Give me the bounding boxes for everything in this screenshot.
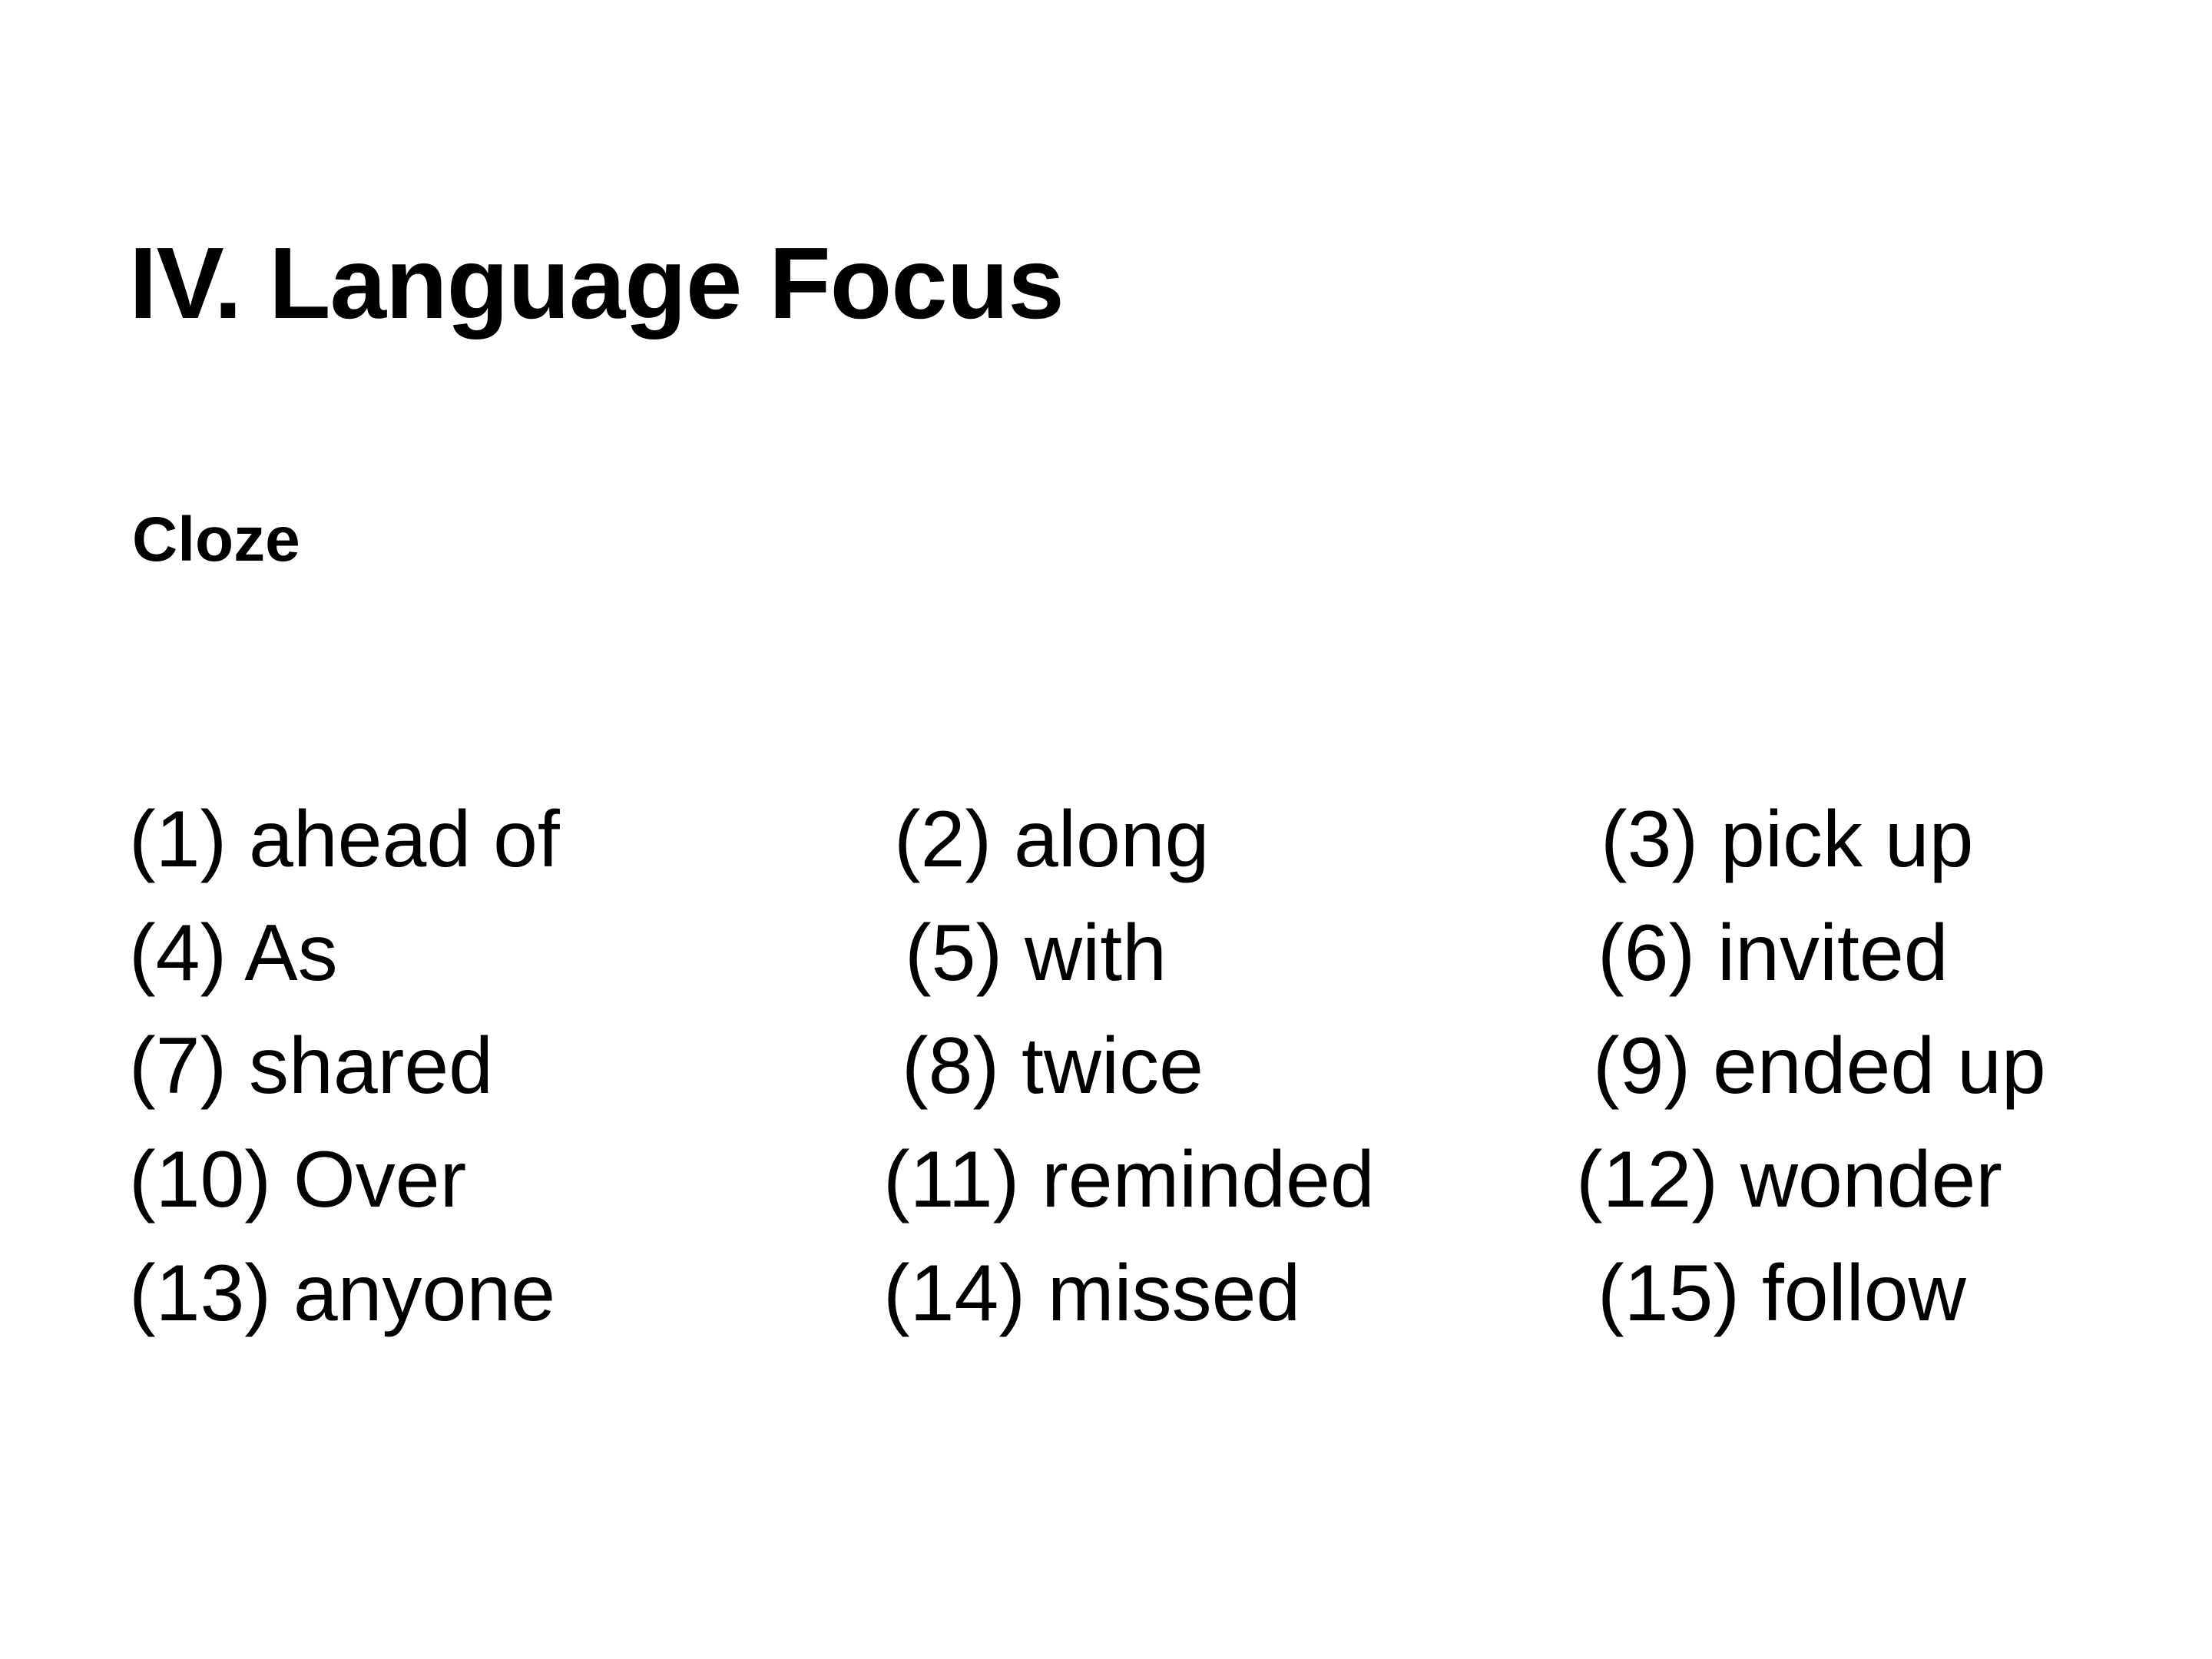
- answer-item: (6) invited: [1598, 908, 1949, 998]
- answer-item: (10) Over: [129, 1135, 467, 1225]
- answer-item: (2) along: [894, 795, 1210, 884]
- answer-item: (11) reminded: [883, 1135, 1375, 1225]
- answer-row: [129, 1124, 2095, 1237]
- answer-item: (5) with: [905, 908, 1167, 998]
- answer-item: (3) pick up: [1601, 795, 1974, 884]
- answer-item: (12) wonder: [1576, 1135, 2002, 1225]
- answer-row: [129, 783, 2095, 897]
- answer-row: [129, 1237, 2095, 1351]
- answer-item: (1) ahead of: [129, 795, 560, 884]
- answer-item: (9) ended up: [1593, 1022, 2046, 1111]
- answer-item: (13) anyone: [129, 1248, 556, 1338]
- answer-row: [129, 897, 2095, 1011]
- answer-list: [129, 783, 2095, 1350]
- section-heading: Cloze: [132, 505, 300, 575]
- answer-item: (14) missed: [883, 1248, 1301, 1338]
- answer-item: (7) shared: [129, 1022, 493, 1111]
- page-title: IV. Language Focus: [129, 227, 1064, 339]
- answer-item: (4) As: [129, 908, 338, 998]
- answer-item: (15) follow: [1598, 1248, 1966, 1338]
- answer-item: (8) twice: [902, 1022, 1204, 1111]
- answer-row: [129, 1010, 2095, 1124]
